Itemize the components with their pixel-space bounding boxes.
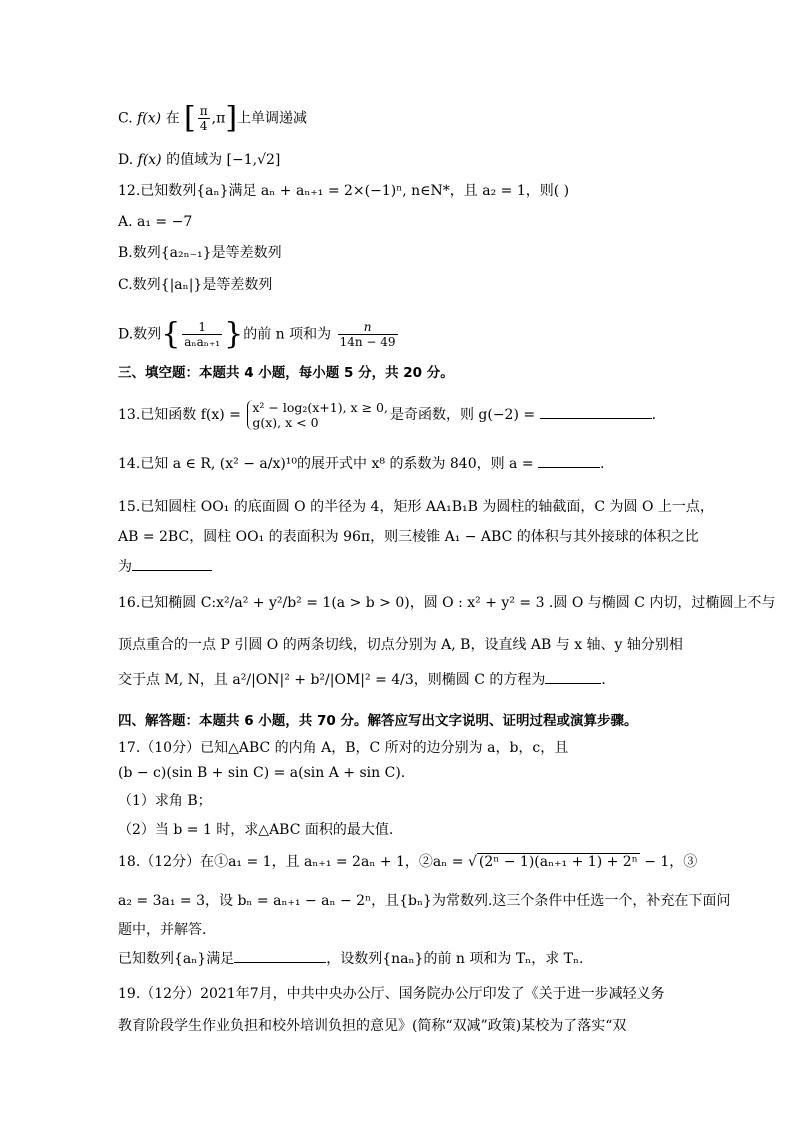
q17-line-4: （2）当 b = 1 时，求△ABC 面积的最大值. — [118, 822, 394, 838]
q12-option-c: C.数列{|aₙ|}是等差数列 — [118, 277, 273, 293]
q18-condition-blank — [234, 962, 326, 963]
q12-option-a: A. a₁ = −7 — [118, 214, 193, 230]
q18-line-3: 题中，并解答. — [118, 922, 207, 938]
q17-line-2: (b − c)(sin B + sin C) = a(sin A + sin C). — [118, 765, 406, 781]
q13-answer-blank — [540, 418, 652, 419]
section-3-title: 三、填空题：本题共 4 小题，每小题 5 分，共 20 分。 — [118, 365, 454, 381]
q17-line-1: 17.（10分）已知△ABC 的内角 A，B，C 所对的边分别为 a，b，c，且 — [118, 740, 569, 756]
q19-line-2: 教育阶段学生作业负担和校外培训负担的意见》(简称“双减”政策)某校为了落实“双 — [118, 1018, 627, 1034]
q12-option-d: D.数列{ $\frac{1}{\text{aₙaₙ₊₁}}$ }的前 n 项和为 $\frac{n}{14n - 49}$ — [118, 316, 396, 352]
q15-line-1: 15.已知圆柱 OO₁ 的底面圆 O 的半径为 4，矩形 AA₁B₁B 为圆柱的轴截面，C 为圆 O 上一点， — [118, 499, 714, 515]
q18-line-2: a₂ = 3a₁ = 3，设 bₙ = aₙ₊₁ − aₙ − 2ⁿ，且{bₙ}为常数列.这三个条件中任选一个，补充在下面问 — [118, 893, 731, 909]
q16-line-3: 交于点 M, N，且 a²/|ON|² + b²/|OM|² = 4/3，则椭圆 C 的方程为 . — [118, 672, 606, 688]
section-4-title: 四、解答题：本题共 6 小题，共 70 分。解答应写出文字说明、证明过程或演算步骤。 — [118, 713, 638, 729]
q13: 13.已知函数 f(x) = x² − log₂(x+1), x ≥ 0, g(x), x < 0 是奇函数，则 g(−2) = . — [118, 400, 657, 430]
q16-line-1: 16.已知椭圆 C:x²/a² + y²/b² = 1(a > b > 0)，圆 O : x² + y² = 3 .圆 O 与椭圆 C 内切，过椭圆上不与 — [118, 595, 776, 611]
q14-answer-blank — [538, 467, 600, 468]
q18-line-4: 已知数列{aₙ}满足 ，设数列{naₙ}的前 n 项和为 Tₙ，求 Tₙ. — [118, 951, 584, 967]
q14: 14.已知 a ∈ R, (x² − a/x)¹⁰的展开式中 x⁸ 的系数为 840，则 a = . — [118, 456, 605, 472]
q12-stem: 12.已知数列{aₙ}满足 aₙ + aₙ₊₁ = 2×(−1)ⁿ, n∈N*，且 a₂ = 1，则( ) — [118, 183, 570, 199]
q11-option-d: D. f(x) 的值域为 [−1,√2] — [118, 152, 281, 168]
q18-line-1: 18.（12分）在①a₁ = 1，且 aₙ₊₁ = 2aₙ + 1，②aₙ = √ (2ⁿ − 1)(aₙ₊₁ + 1) + 2ⁿ − 1，③ — [118, 854, 698, 870]
q15-line-3: 为 — [118, 557, 212, 577]
q12-option-b: B.数列{a₂ₙ₋₁}是等差数列 — [118, 245, 282, 261]
q15-answer-blank — [132, 570, 212, 571]
q19-line-1: 19.（12分）2021年7月，中共中央办公厅、国务院办公厅印发了《关于进一步减轻义务 — [118, 986, 665, 1002]
q17-line-3: （1）求角 B； — [118, 793, 212, 809]
q15-line-2: AB = 2BC，圆柱 OO₁ 的表面积为 96π，则三棱锥 A₁ − ABC 的体积与其外接球的体积之比 — [118, 529, 699, 545]
q16-line-2: 顶点重合的一点 P 引圆 O 的两条切线，切点分别为 A, B，设直线 AB 与 x 轴、y 轴分别相 — [118, 637, 683, 653]
q11-option-c: C. f(x) 在 [ $\frac{\pi}{4}$ ,π]上单调递减 — [118, 100, 308, 136]
q16-answer-blank — [545, 683, 601, 684]
